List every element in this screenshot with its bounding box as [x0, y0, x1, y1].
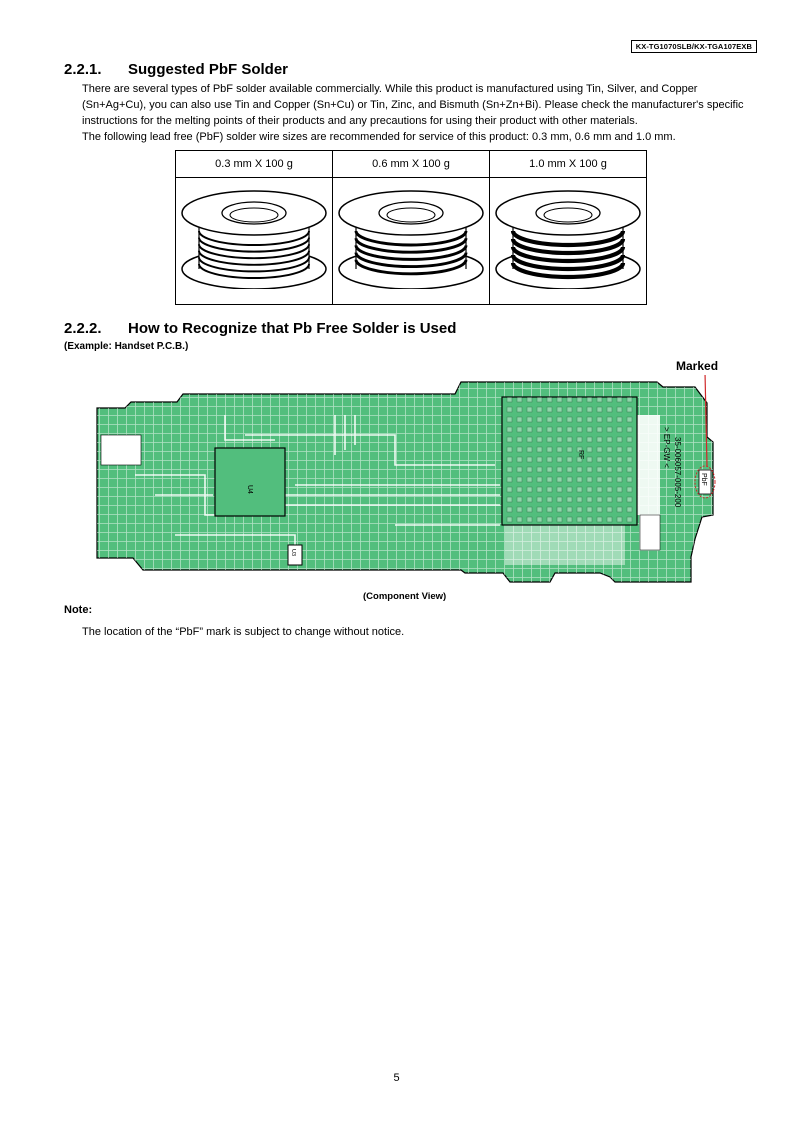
component-view-caption: (Component View) — [363, 591, 447, 602]
section-title: How to Recognize that Pb Free Solder is Used — [128, 320, 457, 337]
section-number: 2.2.2. — [64, 320, 102, 337]
example-caption: (Example: Handset P.C.B.) — [64, 341, 189, 352]
chip-u4-label: U4 — [246, 485, 253, 494]
solder-wire-sizes-text: The following lead free (PbF) solder wire sizes are recommended for service of this product: 0.3 mm, 0.6 mm and 1.0 mm. — [82, 131, 676, 143]
table-image-cell — [333, 178, 490, 305]
solder-reel-thin-icon — [179, 189, 329, 289]
note-text: The location of the “PbF” mark is subject to change without notice. — [82, 626, 405, 638]
solder-description: There are several types of PbF solder available commercially. While this product is manufactured using Tin, Silver, and Copper (Sn+Ag+Cu), you can also use Tin and Copper (Sn+Cu) or Tin, Zinc, and Bismuth (Sn+Zn+Bi). Please check the manufacturer's specific instructions for the melting points of their products and any precautions for using their product with other materials. — [82, 83, 744, 127]
handset-pcb-diagram — [95, 375, 720, 587]
page-number: 5 — [393, 1072, 400, 1084]
note-label: Note: — [64, 604, 93, 616]
pbf-mark: PbF — [700, 473, 707, 486]
table-header-cell: 0.3 mm X 100 g — [176, 151, 333, 178]
section-title: Suggested PbF Solder — [128, 61, 289, 78]
solder-reel-thick-icon — [493, 189, 643, 289]
marked-label: Marked — [676, 359, 719, 373]
chip-rf-label: RF — [577, 450, 584, 460]
table-header-cell: 0.6 mm X 100 g — [333, 151, 490, 178]
chip-u4 — [215, 448, 285, 516]
solder-reel-medium-icon — [336, 189, 486, 289]
table-image-cell — [490, 178, 647, 305]
table-header-cell: 1.0 mm X 100 g — [490, 151, 647, 178]
solder-size-table — [175, 150, 647, 305]
model-number: KX-TG1070SLB/KX-TGA107EXB — [631, 40, 757, 53]
chip-u3-label: U3 — [290, 549, 296, 557]
section-heading-recognize-pbf — [64, 320, 456, 337]
section-number: 2.2.1. — [64, 61, 102, 78]
table-image-cell — [176, 178, 333, 305]
section-heading-suggested-solder — [64, 61, 288, 78]
board-code-line-2: 35-006057-005-200 — [673, 437, 682, 508]
board-code-line-1: > EP-GW < — [662, 427, 671, 468]
